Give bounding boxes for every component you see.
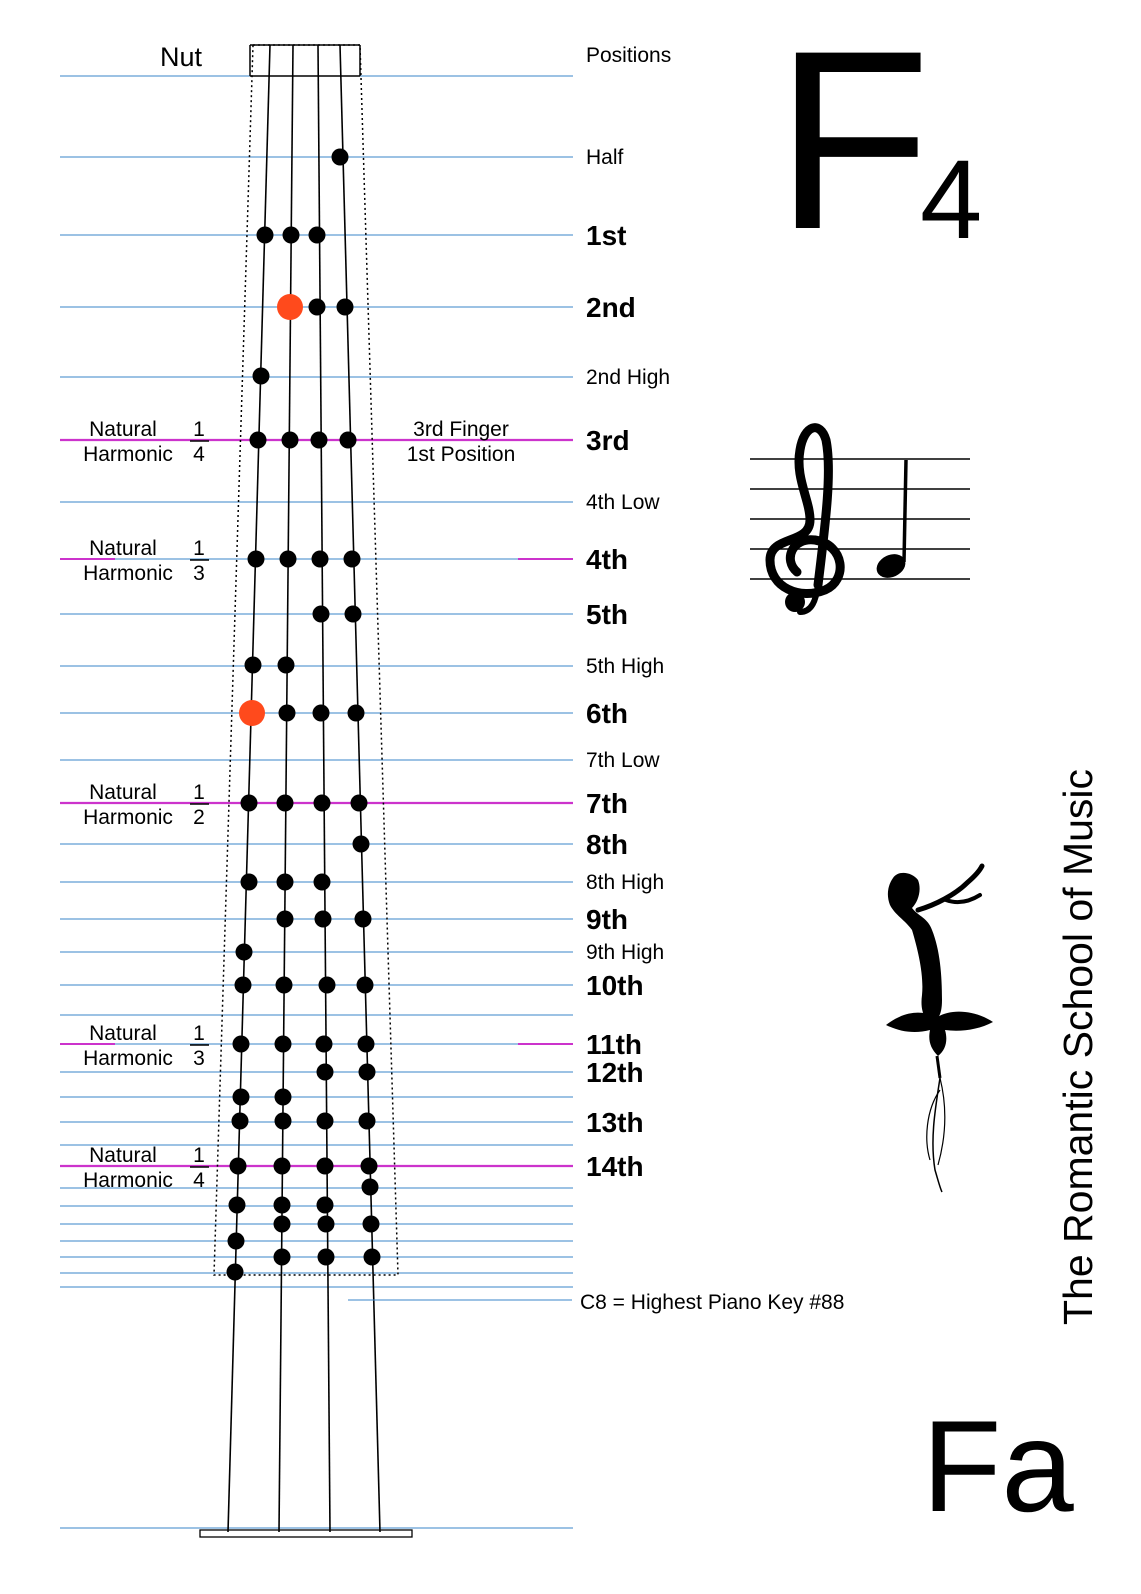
- finger-dot: [359, 1113, 376, 1130]
- natural-harmonic-label: [83, 537, 209, 585]
- finger-dot: [235, 977, 252, 994]
- finger-dot: [275, 1089, 292, 1106]
- position-label: 8th High: [586, 871, 665, 894]
- finger-dot: [278, 657, 295, 674]
- finger-dot: [227, 1264, 244, 1281]
- treble-clef-icon: [770, 428, 840, 612]
- harmonic-denominator: 2: [193, 806, 205, 829]
- position-label: 6th: [586, 698, 628, 729]
- harmonic-word-harmonic: Harmonic: [83, 806, 173, 829]
- harmonic-numerator: 1: [193, 418, 205, 441]
- harmonic-word-harmonic: Harmonic: [83, 1047, 173, 1070]
- violinist-silhouette-icon: [886, 866, 993, 1192]
- string-e: [340, 45, 380, 1532]
- position-label: 9th: [586, 904, 628, 935]
- string-a: [318, 45, 330, 1532]
- natural-harmonic-label: [83, 781, 209, 829]
- finger-dot: [253, 368, 270, 385]
- positions-header: Positions: [586, 44, 672, 67]
- finger-dot: [309, 299, 326, 316]
- finger-dot: [345, 606, 362, 623]
- finger-dot: [358, 1036, 375, 1053]
- harmonic-denominator: 4: [193, 1169, 205, 1192]
- finger-dot: [337, 299, 354, 316]
- finger-dot: [363, 1216, 380, 1233]
- position-label: 8th: [586, 829, 628, 860]
- school-name: The Romantic School of Music: [1055, 768, 1101, 1325]
- finger-dot: [245, 657, 262, 674]
- finger-dot: [275, 1036, 292, 1053]
- harmonic-denominator: 3: [193, 562, 205, 585]
- finger-dot: [364, 1249, 381, 1266]
- string-g: [228, 45, 270, 1532]
- harmonic-word-natural: Natural: [89, 418, 157, 441]
- finger-dot: [317, 1113, 334, 1130]
- finger-dot: [279, 705, 296, 722]
- position-label: 9th High: [586, 941, 665, 964]
- harmonic-word-harmonic: Harmonic: [83, 443, 173, 466]
- position-label: 10th: [586, 970, 644, 1001]
- finger-dot: [309, 227, 326, 244]
- finger-dot: [250, 432, 267, 449]
- finger-dot: [274, 1249, 291, 1266]
- position-label: 12th: [586, 1057, 644, 1088]
- highest-key-label: C8 = Highest Piano Key #88: [580, 1291, 845, 1314]
- harmonic-numerator: 1: [193, 1144, 205, 1167]
- finger-dot: [344, 551, 361, 568]
- harmonic-word-harmonic: Harmonic: [83, 562, 173, 585]
- target-note-dot: [239, 700, 265, 726]
- finger-dot: [332, 149, 349, 166]
- finger-dot: [233, 1036, 250, 1053]
- fingerboard: [200, 45, 412, 1537]
- finger-dot: [355, 911, 372, 928]
- finger-dot: [274, 1216, 291, 1233]
- note-octave: 4: [920, 137, 983, 262]
- finger-dot: [274, 1197, 291, 1214]
- harmonic-numerator: 1: [193, 781, 205, 804]
- finger-dot: [282, 432, 299, 449]
- nut-label: Nut: [160, 42, 203, 72]
- finger-dot: [314, 874, 331, 891]
- natural-harmonic-label: [83, 1022, 209, 1070]
- harmonic-denominator: 4: [193, 443, 205, 466]
- finger-dot: [312, 551, 329, 568]
- position-label: Half: [586, 146, 624, 169]
- finger-dot: [276, 977, 293, 994]
- finger-dot: [319, 977, 336, 994]
- finger-dot: [236, 944, 253, 961]
- finger-dot: [274, 1158, 291, 1175]
- position-label: 7th: [586, 788, 628, 819]
- note-letter: F: [775, 0, 931, 283]
- harmonic-numerator: 1: [193, 537, 205, 560]
- harmonic-word-natural: Natural: [89, 1144, 157, 1167]
- finger-dot: [277, 795, 294, 812]
- finger-dot: [317, 1158, 334, 1175]
- first-position-label: 1st Position: [406, 443, 516, 466]
- position-label: 4th: [586, 544, 628, 575]
- position-labels: [586, 146, 670, 1182]
- harmonic-denominator: 3: [193, 1047, 205, 1070]
- finger-dot: [316, 1036, 333, 1053]
- finger-dot: [357, 977, 374, 994]
- position-label: 5th: [586, 599, 628, 630]
- finger-dot: [241, 795, 258, 812]
- finger-dot: [230, 1158, 247, 1175]
- natural-harmonic-label: [83, 418, 209, 466]
- finger-dot: [318, 1249, 335, 1266]
- third-finger-label: 3rd Finger: [413, 418, 509, 441]
- finger-dot: [317, 1197, 334, 1214]
- harmonic-word-natural: Natural: [89, 781, 157, 804]
- solfege-syllable: Fa: [922, 1393, 1074, 1539]
- finger-dot: [232, 1113, 249, 1130]
- finger-dot: [313, 705, 330, 722]
- finger-dot: [340, 432, 357, 449]
- position-label: 3rd: [586, 425, 630, 456]
- finger-dot: [283, 227, 300, 244]
- position-label: 2nd High: [586, 366, 671, 389]
- finger-dot: [241, 874, 258, 891]
- finger-dot: [257, 227, 274, 244]
- finger-dot: [318, 1216, 335, 1233]
- finger-dots: [227, 149, 381, 1281]
- position-label: 4th Low: [586, 491, 660, 514]
- harmonic-word-natural: Natural: [89, 537, 157, 560]
- position-label: 11th: [586, 1029, 643, 1060]
- quarter-note-icon: [873, 460, 909, 582]
- harmonic-labels: [83, 418, 209, 1192]
- position-label: 13th: [586, 1107, 644, 1138]
- harmonic-numerator: 1: [193, 1022, 205, 1045]
- finger-dot: [314, 795, 331, 812]
- string-d: [279, 45, 293, 1532]
- finger-dot: [362, 1179, 379, 1196]
- finger-dot: [277, 874, 294, 891]
- finger-dot: [248, 551, 265, 568]
- finger-dot: [353, 836, 370, 853]
- finger-dot: [275, 1113, 292, 1130]
- position-label: 1st: [586, 220, 627, 251]
- finger-dot: [277, 911, 294, 928]
- treble-staff: [750, 428, 970, 612]
- finger-dot: [280, 551, 297, 568]
- finger-dot: [351, 795, 368, 812]
- position-label: 2nd: [586, 292, 636, 323]
- target-note-dot: [277, 294, 303, 320]
- finger-dot: [313, 606, 330, 623]
- position-label: 5th High: [586, 655, 665, 678]
- finger-dot: [359, 1064, 376, 1081]
- finger-dot: [229, 1197, 246, 1214]
- position-label: 14th: [586, 1151, 644, 1182]
- finger-dot: [317, 1064, 334, 1081]
- finger-dot: [233, 1089, 250, 1106]
- position-label: 7th Low: [586, 749, 660, 772]
- harmonic-word-harmonic: Harmonic: [83, 1169, 173, 1192]
- natural-harmonic-label: [83, 1144, 209, 1192]
- finger-dot: [361, 1158, 378, 1175]
- finger-dot: [228, 1233, 245, 1250]
- finger-dot: [311, 432, 328, 449]
- harmonic-word-natural: Natural: [89, 1022, 157, 1045]
- finger-dot: [348, 705, 365, 722]
- finger-dot: [315, 911, 332, 928]
